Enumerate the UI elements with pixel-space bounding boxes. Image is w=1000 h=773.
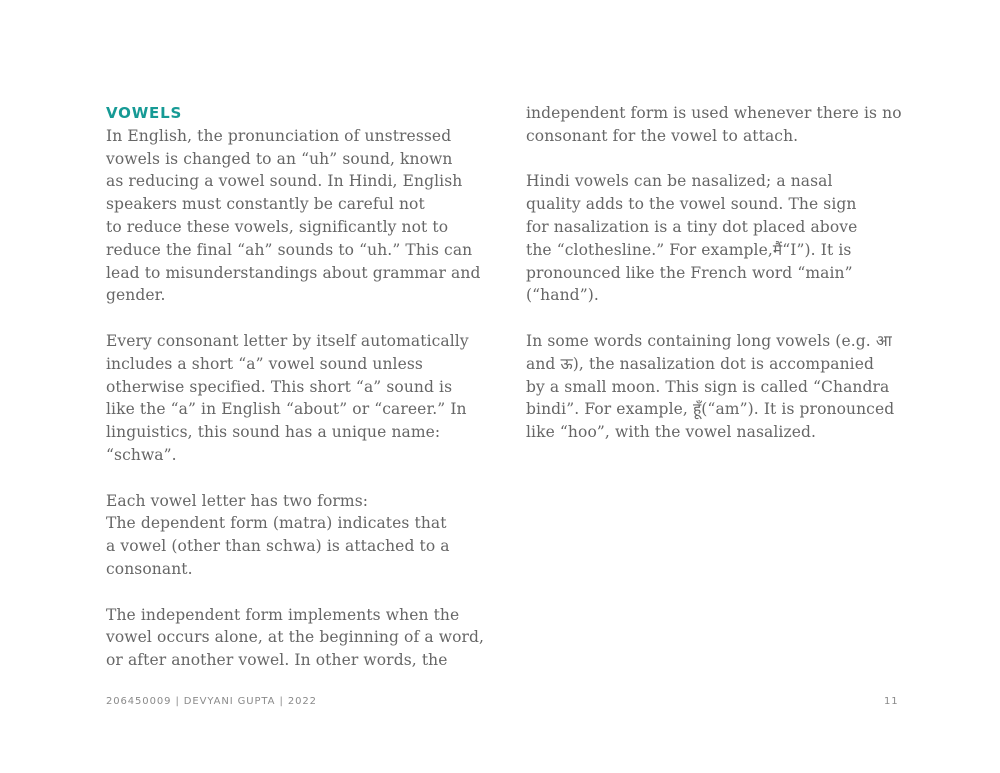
text-line: for nasalization is a tiny dot placed above — [526, 217, 858, 236]
text-line: or after another vowel. In other words, the — [106, 651, 448, 670]
text-line: consonant for the vowel to attach. — [526, 126, 799, 145]
text-line: a vowel (other than schwa) is attached to a — [106, 537, 450, 556]
text-line: vowel occurs alone, at the beginning of a word, — [106, 628, 485, 647]
text-line: otherwise specified. This short “a” sound is — [106, 377, 453, 396]
paragraph-nasalization — [526, 170, 906, 307]
text-line: The dependent form (matra) indicates that — [106, 514, 447, 533]
text-line: quality adds to the vowel sound. The sign — [526, 195, 857, 214]
text-line: like the “a” in English “about” or “career.” In — [106, 400, 467, 419]
text-line: Each vowel letter has two forms: — [106, 491, 369, 510]
text-line: like “hoo”, with the vowel nasalized. — [526, 423, 817, 442]
text-line: consonant. — [106, 559, 193, 578]
text-line: by a small moon. This sign is called “Chandra — [526, 377, 890, 396]
text-line: to reduce these vowels, significantly not to — [106, 217, 449, 236]
paragraph-unstressed-vowels — [106, 125, 486, 307]
text-line: (“hand”). — [526, 286, 599, 305]
text-line: independent form is used whenever there is no — [526, 104, 902, 122]
text-line: reduce the final “ah” sounds to “uh.” This can — [106, 240, 473, 259]
text-line: pronounced like the French word “main” — [526, 263, 853, 282]
paragraph-independent-form — [106, 604, 486, 672]
text-line: and ऊ), the nasalization dot is accompanied — [526, 354, 874, 373]
text-line: bindi”. For example, हूँ(“am”). It is pronounced — [526, 400, 895, 419]
section-heading: VOWELS — [106, 104, 183, 122]
paragraph-independent-continued — [526, 102, 906, 148]
text-line: the “clothesline.” For example,मैं“I”). It is — [526, 240, 852, 259]
text-line: as reducing a vowel sound. In Hindi, English — [106, 172, 463, 191]
text-line: lead to misunderstandings about grammar and — [106, 263, 481, 282]
text-line: Every consonant letter by itself automatically — [106, 331, 469, 350]
text-line: includes a short “a” vowel sound unless — [106, 354, 423, 373]
text-line: linguistics, this sound has a unique name: — [106, 423, 441, 442]
text-line: Hindi vowels can be nasalized; a nasal — [526, 172, 833, 191]
text-line: In some words containing long vowels (e.g. आ — [526, 331, 892, 350]
right-column — [526, 102, 906, 444]
text-line: The independent form implements when the — [106, 605, 460, 624]
page-number: 11 — [884, 696, 899, 707]
text-line: speakers must constantly be careful not — [106, 195, 425, 214]
footer-credit: 206450009 | DEVYANI GUPTA | 2022 — [106, 696, 317, 707]
text-line: gender. — [106, 286, 166, 305]
paragraph-chandra-bindi — [526, 330, 906, 444]
paragraph-schwa — [106, 330, 486, 467]
text-line: In English, the pronunciation of unstressed — [106, 126, 452, 145]
left-column — [106, 102, 486, 672]
text-line: “schwa”. — [106, 445, 177, 464]
text-line: vowels is changed to an “uh” sound, known — [106, 149, 453, 168]
paragraph-vowel-forms — [106, 490, 486, 581]
